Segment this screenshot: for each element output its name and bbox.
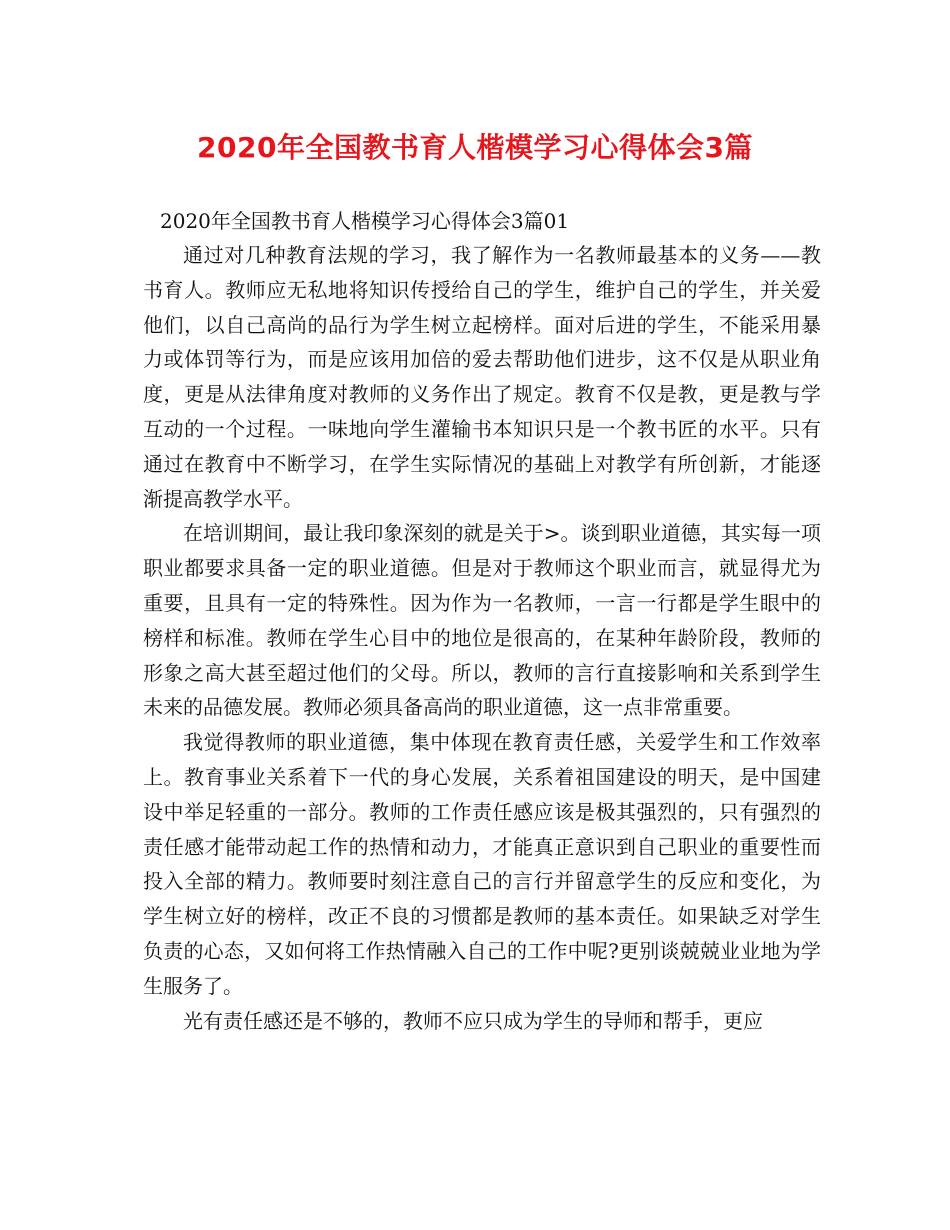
section-subtitle: 2020年全国教书育人楷模学习心得体会3篇01 bbox=[160, 209, 570, 233]
body-paragraph: 通过对几种教育法规的学习，我了解作为一名教师最基本的义务——教书育人。教师应无私地将知识传授给自己的学生，维护自己的学生，并关爱他们，以自己高尚的品行为学生树立起榜样。面对后进的学生，不能采用暴力或体罚等行为，而是应该用加倍的爱去帮助他们进步，这不仅是从职业角度，更是从法律角度对教师的义务作出了规定。教育不仅是教，更是教与学互动的一个过程。一味地向学生灌输书本知识只是一个教书匠的水平。只有通过在教育中不断学习，在学生实际情况的基础上对教学有所创新，才能逐渐提高教学水平。 bbox=[143, 243, 821, 511]
body-paragraph: 我觉得教师的职业道德，集中体现在教育责任感，关爱学生和工作效率上。教育事业关系着下一代的身心发展，关系着祖国建设的明天，是中国建设中举足轻重的一部分。教师的工作责任感应该是极其强烈的，只有强烈的责任感才能带动起工作的热情和动力，才能真正意识到自己职业的重要性而投入全部的精力。教师要时刻注意自己的言行并留意学生的反应和变化，为学生树立好的榜样，改正不良的习惯都是教师的基本责任。如果缺乏对学生负责的心态，又如何将工作热情融入自己的工作中呢?更别谈兢兢业业地为学生服务了。 bbox=[143, 730, 821, 998]
body-paragraph: 在培训期间，最让我印象深刻的就是关于>。谈到职业道德，其实每一项职业都要求具备一定的职业道德。但是对于教师这个职业而言，就显得尤为重要，且具有一定的特殊性。因为作为一名教师，一言一行都是学生眼中的榜样和标准。教师在学生心目中的地位是很高的，在某种年龄阶段，教师的形象之高大甚至超过他们的父母。所以，教师的言行直接影响和关系到学生未来的品德发展。教师必须具备高尚的职业道德，这一点非常重要。 bbox=[143, 521, 821, 720]
document-body bbox=[143, 204, 821, 1038]
document-title: 2020年全国教书育人楷模学习心得体会3篇 bbox=[197, 131, 753, 164]
body-paragraph: 光有责任感还是不够的，教师不应只成为学生的导师和帮手，更应 bbox=[183, 1008, 763, 1033]
